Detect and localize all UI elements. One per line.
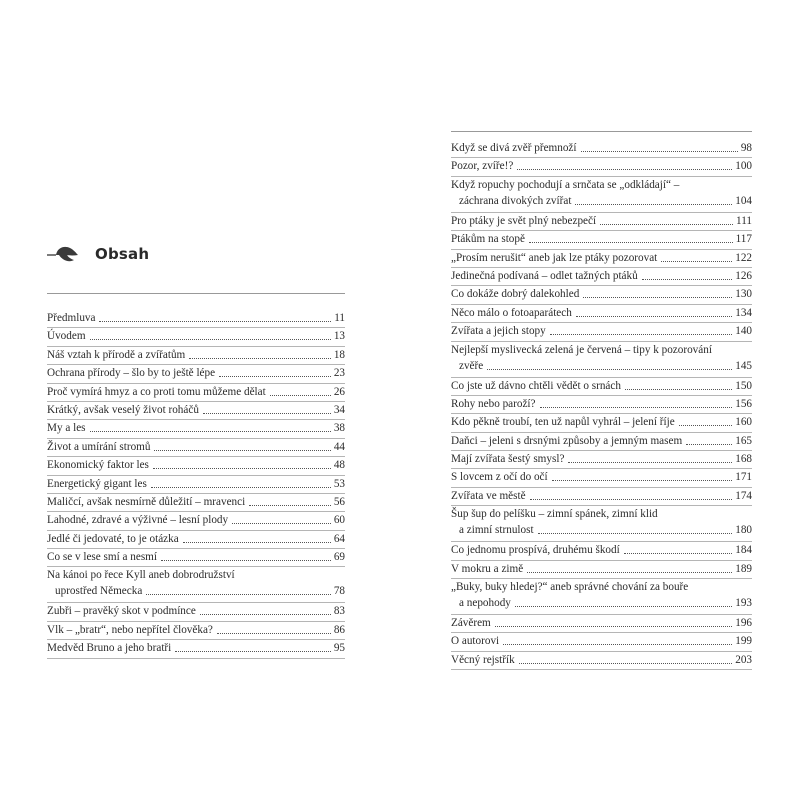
toc-entry-page: 134	[735, 306, 752, 319]
toc-entry-page: 11	[334, 312, 345, 324]
toc-entry[interactable]	[451, 615, 752, 633]
dot-leader	[217, 632, 331, 634]
toc-entry-title: Maličcí, avšak nesmírně důležití – mravenci	[47, 495, 246, 508]
toc-entry-title: Medvěd Bruno a jeho bratři	[47, 642, 172, 655]
toc-entry-title-line1: Když ropuchy pochodují a srnčata se „odkládají“ –	[451, 178, 680, 191]
dot-leader	[530, 498, 733, 500]
toc-entry-row	[47, 513, 345, 527]
dot-leader	[203, 412, 331, 414]
toc-entry-title: Pozor, zvíře!?	[451, 160, 514, 173]
dot-leader	[552, 479, 733, 481]
toc-entry-row	[451, 634, 752, 648]
toc-entry-row	[47, 421, 345, 435]
top-rule-left	[47, 293, 345, 294]
toc-entry[interactable]	[451, 250, 752, 268]
toc-entry-row	[451, 543, 752, 557]
dot-leader	[550, 333, 732, 335]
toc-entry[interactable]	[47, 567, 345, 603]
toc-entry-row	[47, 604, 345, 618]
dot-leader	[527, 571, 732, 573]
toc-entry[interactable]	[451, 579, 752, 615]
toc-entry-title: zvěře	[459, 359, 484, 372]
toc-entry-row	[451, 489, 752, 503]
entry-separator	[451, 669, 752, 670]
toc-entry-page: 168	[735, 453, 752, 466]
toc-entry-title: Krátký, avšak veselý život roháčů	[47, 403, 199, 416]
toc-entry-page: 117	[735, 233, 752, 246]
toc-entry-row	[451, 159, 752, 173]
toc-entry[interactable]	[451, 414, 752, 432]
dot-leader	[249, 504, 331, 506]
toc-entry[interactable]	[451, 140, 752, 158]
toc-entry-page: 160	[735, 416, 752, 429]
toc-entry-row	[451, 287, 752, 301]
bird-silhouette-icon	[47, 244, 79, 264]
toc-entry-row	[451, 194, 752, 208]
toc-entry[interactable]	[451, 396, 752, 414]
toc-entry-page: 180	[735, 524, 752, 537]
dot-leader	[90, 430, 331, 432]
dot-leader	[503, 643, 732, 645]
toc-entry-page: 18	[333, 348, 345, 361]
toc-entry-page: 100	[735, 160, 752, 173]
toc-entry-row	[451, 379, 752, 393]
toc-entry-title-line1: Šup šup do pelíšku – zimní spánek, zimní klid	[451, 508, 658, 521]
toc-entry-title: Co dokáže dobrý dalekohled	[451, 288, 580, 301]
toc-entry[interactable]	[47, 603, 345, 621]
toc-entry-title: Zvířata a jejich stopy	[451, 325, 546, 338]
toc-entry-title: Věcný rejstřík	[451, 653, 515, 666]
toc-entry-title: Proč vymírá hmyz a co proti tomu můžeme dělat	[47, 385, 266, 398]
dot-leader	[517, 168, 732, 170]
dot-leader	[538, 532, 733, 534]
toc-entry-row	[47, 495, 345, 509]
toc-entry-title-line1: Nejlepší myslivecká zelená je červená – tipy k pozorování	[451, 343, 712, 356]
toc-entry[interactable]	[47, 622, 345, 640]
dot-leader	[576, 315, 732, 317]
toc-entry-title: Co jednomu prospívá, druhému škodí	[451, 544, 620, 557]
toc-heading	[47, 244, 149, 264]
toc-entry-row	[451, 269, 752, 283]
toc-entry-page: 95	[333, 642, 345, 655]
dot-leader	[529, 241, 733, 243]
toc-entry-page: 150	[735, 379, 752, 392]
toc-entry[interactable]	[451, 323, 752, 341]
toc-entry-row	[451, 616, 752, 630]
toc-entry-page: 23	[333, 367, 345, 380]
toc-entry[interactable]	[47, 549, 345, 567]
toc-entry-page: 78	[333, 585, 345, 598]
toc-entry-row	[451, 596, 752, 610]
dot-leader	[175, 650, 331, 652]
dot-leader	[183, 541, 331, 543]
toc-title: Obsah	[95, 245, 150, 263]
toc-entry[interactable]	[451, 286, 752, 304]
toc-entry-page: 48	[333, 459, 345, 472]
dot-leader	[581, 150, 738, 152]
toc-entry-title: Rohy nebo paroží?	[451, 397, 536, 410]
dot-leader	[161, 559, 331, 561]
toc-entry-row	[47, 348, 345, 362]
toc-entry-page: 193	[735, 597, 752, 610]
toc-entry-page: 122	[735, 251, 752, 264]
toc-entry-title: uprostřed Německa	[55, 585, 143, 598]
toc-entry-page: 53	[333, 477, 345, 490]
toc-entry-row	[451, 523, 752, 537]
dot-leader	[154, 449, 330, 451]
toc-entry-title: Něco málo o fotoaparátech	[451, 306, 572, 319]
toc-entry-page: 196	[735, 617, 752, 630]
toc-entry-page: 34	[333, 403, 345, 416]
toc-entry[interactable]	[451, 506, 752, 542]
toc-entry-page: 98	[740, 142, 752, 154]
toc-entry-title: Zubři – pravěký skot v podmínce	[47, 605, 196, 618]
toc-entry-title: O autorovi	[451, 635, 500, 648]
dot-leader	[200, 613, 331, 615]
dot-leader	[99, 320, 331, 322]
dot-leader	[146, 593, 331, 595]
toc-entry-row	[451, 141, 752, 155]
toc-entry[interactable]	[47, 328, 345, 346]
toc-entry-page: 171	[735, 471, 752, 484]
toc-entry-page: 60	[333, 514, 345, 527]
dot-leader	[625, 388, 732, 390]
toc-entry[interactable]	[451, 177, 752, 213]
toc-entry-row	[47, 403, 345, 417]
toc-entry-row	[451, 324, 752, 338]
toc-entry[interactable]	[451, 652, 752, 670]
dot-leader	[519, 662, 733, 664]
toc-entry-page: 44	[333, 440, 345, 453]
toc-entry-title: záchrana divokých zvířat	[459, 194, 572, 207]
toc-entry-title: Ekonomický faktor les	[47, 459, 149, 472]
toc-entry-page: 203	[735, 653, 752, 666]
dot-leader	[189, 357, 331, 359]
toc-entry-page: 156	[735, 397, 752, 410]
toc-entry-row	[47, 329, 345, 343]
toc-entry-title: Mají zvířata šestý smysl?	[451, 453, 565, 466]
toc-entry[interactable]	[451, 268, 752, 286]
toc-entry[interactable]	[451, 469, 752, 487]
toc-entry-row	[451, 562, 752, 576]
toc-entry-row	[47, 532, 345, 546]
dot-leader	[624, 552, 732, 554]
toc-entry-page: 184	[735, 544, 752, 557]
toc-entry-page: 130	[735, 288, 752, 301]
toc-entry-page: 140	[735, 325, 752, 338]
dot-leader	[495, 625, 732, 627]
toc-entry-page: 26	[333, 385, 345, 398]
toc-entry-title: Daňci – jeleni s drsnými způsoby a jemným masem	[451, 434, 683, 447]
toc-entry-row	[451, 452, 752, 466]
toc-entry-page: 174	[735, 489, 752, 502]
toc-entry[interactable]	[451, 231, 752, 249]
toc-entry-title: Život a umírání stromů	[47, 440, 151, 453]
toc-entry[interactable]	[451, 378, 752, 396]
toc-entry-page: 111	[736, 214, 752, 227]
toc-entry-title: V mokru a zimě	[451, 562, 524, 575]
toc-entry-title: Lahodné, zdravé a výživné – lesní plody	[47, 514, 229, 527]
toc-entry[interactable]	[47, 310, 345, 328]
toc-entry-row	[451, 397, 752, 411]
toc-entry[interactable]	[47, 457, 345, 475]
toc-entry-row	[47, 477, 345, 491]
toc-entry[interactable]	[47, 347, 345, 365]
dot-leader	[219, 375, 331, 377]
toc-entry[interactable]	[451, 561, 752, 579]
toc-entry-title: a zimní strnulost	[459, 524, 534, 537]
toc-entry-row	[47, 385, 345, 399]
toc-entry-title: Úvodem	[47, 330, 86, 343]
toc-entry[interactable]	[47, 439, 345, 457]
toc-entry-row	[451, 214, 752, 228]
toc-entry-title-line1: Na kánoi po řece Kyll aneb dobrodružství	[47, 569, 235, 582]
toc-entry-page: 104	[735, 194, 752, 207]
toc-entry[interactable]	[451, 158, 752, 176]
dot-leader	[487, 368, 732, 370]
toc-entry-row	[451, 232, 752, 246]
dot-leader	[151, 486, 331, 488]
toc-entry-row	[47, 641, 345, 655]
toc-entry-title: Zvířata ve městě	[451, 489, 526, 502]
dot-leader	[583, 296, 732, 298]
toc-entry-row	[47, 623, 345, 637]
toc-entry-page: 145	[735, 359, 752, 372]
toc-entry-row	[451, 470, 752, 484]
toc-entry[interactable]	[47, 494, 345, 512]
toc-entry-title: Náš vztah k přírodě a zvířatům	[47, 348, 186, 361]
dot-leader	[600, 223, 733, 225]
toc-entry-title: S lovcem z očí do očí	[451, 471, 548, 484]
toc-entry-row	[47, 584, 345, 598]
toc-entry-title: Ochrana přírody – šlo by to ještě lépe	[47, 367, 216, 380]
toc-entry-page: 69	[333, 551, 345, 564]
toc-entry-row	[47, 440, 345, 454]
toc-entry-row	[451, 415, 752, 429]
toc-entry-title: Kdo pěkně troubí, ten už napůl vyhrál – jelení říje	[451, 416, 675, 429]
toc-entry-title: Ptákům na stopě	[451, 233, 525, 246]
toc-entry-page: 86	[333, 623, 345, 636]
toc-entry[interactable]	[47, 365, 345, 383]
toc-entry-row	[451, 653, 752, 667]
dot-leader	[575, 203, 732, 205]
toc-entry-page: 13	[333, 330, 345, 343]
toc-right-column	[451, 140, 752, 670]
dot-leader	[270, 394, 331, 396]
toc-entry-page: 56	[333, 495, 345, 508]
toc-entry-title-line1: „Buky, buky hledej?“ aneb správné chování za bouře	[451, 581, 689, 594]
toc-entry-title: Energetický gigant les	[47, 477, 147, 490]
toc-entry[interactable]	[47, 384, 345, 402]
toc-entry-title: Vlk – „bratr“, nebo nepřítel člověka?	[47, 623, 213, 636]
toc-entry[interactable]	[451, 542, 752, 560]
dot-leader	[679, 424, 733, 426]
toc-left-column	[47, 310, 345, 659]
toc-entry-title: Co se v lese smí a nesmí	[47, 551, 157, 564]
toc-entry-title: „Prosím nerušit“ aneb jak lze ptáky pozorovat	[451, 251, 658, 264]
dot-leader	[568, 461, 732, 463]
toc-entry[interactable]	[451, 633, 752, 651]
toc-entry-title: Když se divá zvěř přemnoží	[451, 142, 577, 154]
toc-entry[interactable]	[451, 305, 752, 323]
toc-entry[interactable]	[451, 433, 752, 451]
toc-entry[interactable]	[451, 488, 752, 506]
toc-entry[interactable]	[47, 402, 345, 420]
toc-entry-page: 126	[735, 269, 752, 282]
toc-entry[interactable]	[451, 213, 752, 231]
toc-entry-row	[451, 306, 752, 320]
dot-leader	[153, 467, 331, 469]
toc-entry-title: Co jste už dávno chtěli vědět o srnách	[451, 379, 621, 392]
toc-entry-title: Předmluva	[47, 312, 96, 324]
toc-entry-page: 189	[735, 562, 752, 575]
toc-entry[interactable]	[47, 531, 345, 549]
dot-leader	[515, 605, 732, 607]
toc-entry[interactable]	[451, 451, 752, 469]
toc-entry-page: 83	[333, 605, 345, 618]
toc-entry-page: 38	[333, 422, 345, 435]
toc-entry-title: My a les	[47, 422, 86, 435]
toc-entry-row	[47, 366, 345, 380]
toc-entry-row	[47, 311, 345, 325]
toc-entry-page: 64	[333, 532, 345, 545]
dot-leader	[232, 522, 331, 524]
toc-entry-title: Jedinečná podívaná – odlet tažných ptáků	[451, 269, 638, 282]
top-rule-right	[451, 131, 752, 132]
dot-leader	[540, 406, 733, 408]
toc-entry-title: a nepohody	[459, 597, 511, 610]
toc-entry-title: Jedlé či jedovaté, to je otázka	[47, 532, 179, 545]
toc-entry-row	[451, 434, 752, 448]
toc-entry-page: 199	[735, 635, 752, 648]
toc-entry-title: Pro ptáky je svět plný nebezpečí	[451, 214, 597, 227]
toc-entry-row	[451, 251, 752, 265]
toc-entry-row	[47, 458, 345, 472]
toc-entry-row	[451, 359, 752, 373]
dot-leader	[642, 278, 733, 280]
toc-entry-page: 165	[735, 434, 752, 447]
toc-entry[interactable]	[47, 640, 345, 658]
toc-entry[interactable]	[47, 420, 345, 438]
toc-entry-row	[47, 550, 345, 564]
toc-entry[interactable]	[451, 342, 752, 378]
toc-entry[interactable]	[47, 512, 345, 530]
dot-leader	[90, 338, 331, 340]
dot-leader	[686, 443, 732, 445]
toc-entry-title: Závěrem	[451, 617, 491, 630]
entry-separator	[47, 658, 345, 659]
toc-entry[interactable]	[47, 476, 345, 494]
dot-leader	[661, 260, 732, 262]
